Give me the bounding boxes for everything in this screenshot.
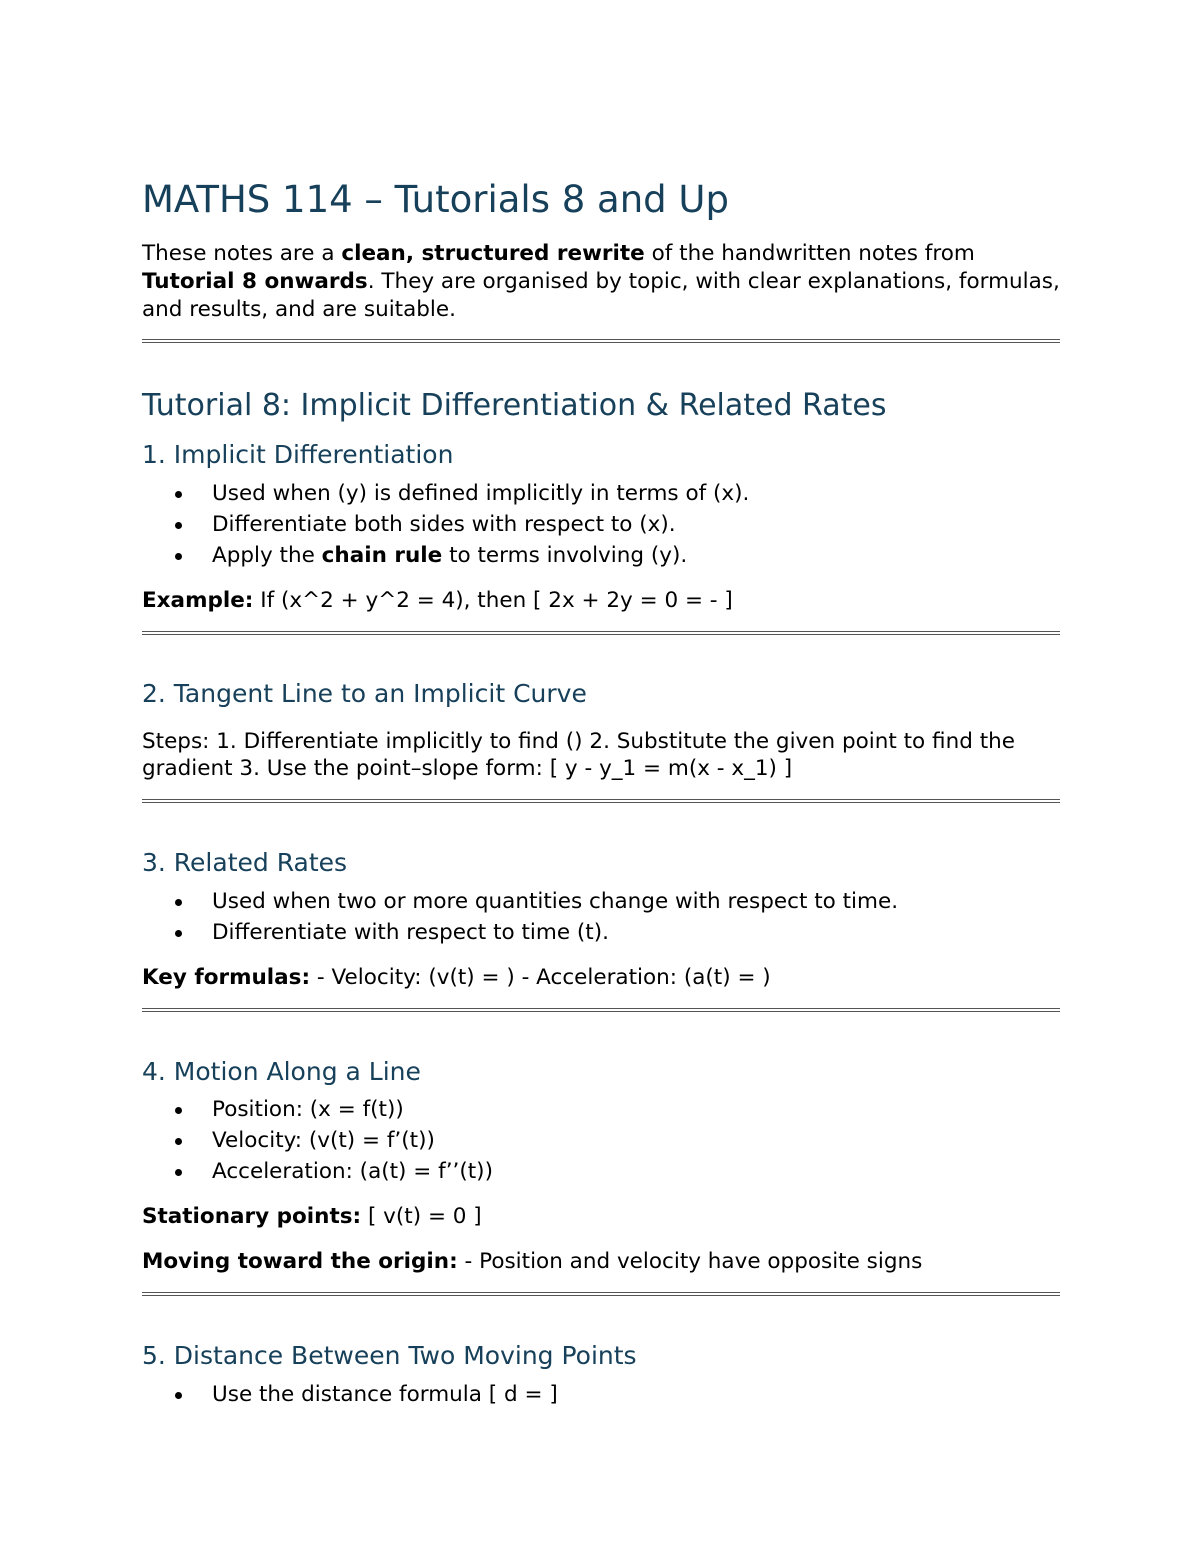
- bullet-icon: [175, 930, 182, 937]
- list-item: [142, 509, 749, 540]
- section-divider: [142, 1292, 1060, 1296]
- list-item-text: Used when two or more quantities change with respect to time.: [212, 889, 899, 914]
- tangent-line-heading: 2. Tangent Line to an Implicit Curve: [142, 679, 587, 708]
- bullet-icon: [175, 553, 182, 560]
- bullet-icon: [175, 1392, 182, 1399]
- list-item-text: Acceleration: (a(t) = f’’(t)): [212, 1159, 493, 1184]
- toward-origin-label: Moving toward the origin:: [142, 1249, 458, 1274]
- motion-along-line-heading: 4. Motion Along a Line: [142, 1057, 421, 1086]
- example-label: Example:: [142, 588, 254, 613]
- list-item-text: Differentiate both sides with respect to (x).: [212, 512, 676, 537]
- tutorial-8-heading: Tutorial 8: Implicit Differentiation & Related Rates: [142, 388, 887, 423]
- section-divider: [142, 631, 1060, 635]
- intro-bold-2: Tutorial 8 onwards: [142, 269, 368, 294]
- key-formulas-label: Key formulas:: [142, 965, 311, 990]
- intro-text-2: of the handwritten notes from: [644, 241, 975, 266]
- implicit-differentiation-heading: 1. Implicit Differentiation: [142, 440, 454, 469]
- key-formulas-text: - Velocity: (v(t) = ) - Acceleration: (a(t) = ): [310, 965, 771, 990]
- tangent-line-steps: Steps: 1. Differentiate implicitly to find () 2. Substitute the given point to find the gradient 3. Use the point–slope form: [ y - y_1 = m(x - x_1) ]: [142, 729, 1015, 781]
- bullet-icon: [175, 1138, 182, 1145]
- toward-origin-paragraph: [142, 1248, 1060, 1275]
- intro-text-3: . They are organised by topic, with clear explanations, formulas, and results, and are suitable.: [142, 269, 1060, 322]
- bullet-icon: [175, 1169, 182, 1176]
- stationary-points-paragraph: [142, 1203, 1060, 1230]
- bullet-icon: [175, 1107, 182, 1114]
- section-divider: [142, 339, 1060, 343]
- list-item-bold: chain rule: [321, 543, 443, 568]
- intro-paragraph: [142, 240, 1060, 324]
- intro-bold-1: clean, structured rewrite: [341, 241, 645, 266]
- list-item: [142, 886, 898, 917]
- list-item: [142, 478, 749, 509]
- implicit-differentiation-list: [142, 478, 749, 571]
- key-formulas-paragraph: [142, 964, 1060, 991]
- bullet-icon: [175, 899, 182, 906]
- list-item: [142, 1094, 493, 1125]
- distance-moving-points-heading: 5. Distance Between Two Moving Points: [142, 1341, 637, 1370]
- list-item: [142, 1156, 493, 1187]
- stationary-points-label: Stationary points:: [142, 1204, 362, 1229]
- list-item-text: Apply the: [212, 543, 322, 568]
- list-item-text: Differentiate with respect to time (t).: [212, 920, 609, 945]
- section-divider: [142, 1008, 1060, 1012]
- related-rates-list: [142, 886, 898, 948]
- list-item-text: Use the distance formula [ d = ]: [212, 1382, 558, 1407]
- document-title: MATHS 114 – Tutorials 8 and Up: [142, 178, 729, 221]
- stationary-points-text: [ v(t) = 0 ]: [361, 1204, 482, 1229]
- distance-moving-points-list: [142, 1379, 558, 1410]
- toward-origin-text: - Position and velocity have opposite signs: [457, 1249, 923, 1274]
- list-item: [142, 917, 898, 948]
- list-item-text: Velocity: (v(t) = f’(t)): [212, 1128, 435, 1153]
- bullet-icon: [175, 491, 182, 498]
- list-item-text: Position: (x = f(t)): [212, 1097, 404, 1122]
- example-paragraph: [142, 587, 1060, 614]
- example-text: If (x^2 + y^2 = 4), then [ 2x + 2y = 0 = - ]: [253, 588, 733, 613]
- section-divider: [142, 799, 1060, 803]
- list-item-text: to terms involving (y).: [442, 543, 688, 568]
- list-item-text: Used when (y) is defined implicitly in terms of (x).: [212, 481, 750, 506]
- list-item: [142, 540, 749, 571]
- list-item: [142, 1379, 558, 1410]
- list-item: [142, 1125, 493, 1156]
- intro-text-1: These notes are a: [142, 241, 342, 266]
- bullet-icon: [175, 522, 182, 529]
- related-rates-heading: 3. Related Rates: [142, 848, 348, 877]
- motion-along-line-list: [142, 1094, 493, 1187]
